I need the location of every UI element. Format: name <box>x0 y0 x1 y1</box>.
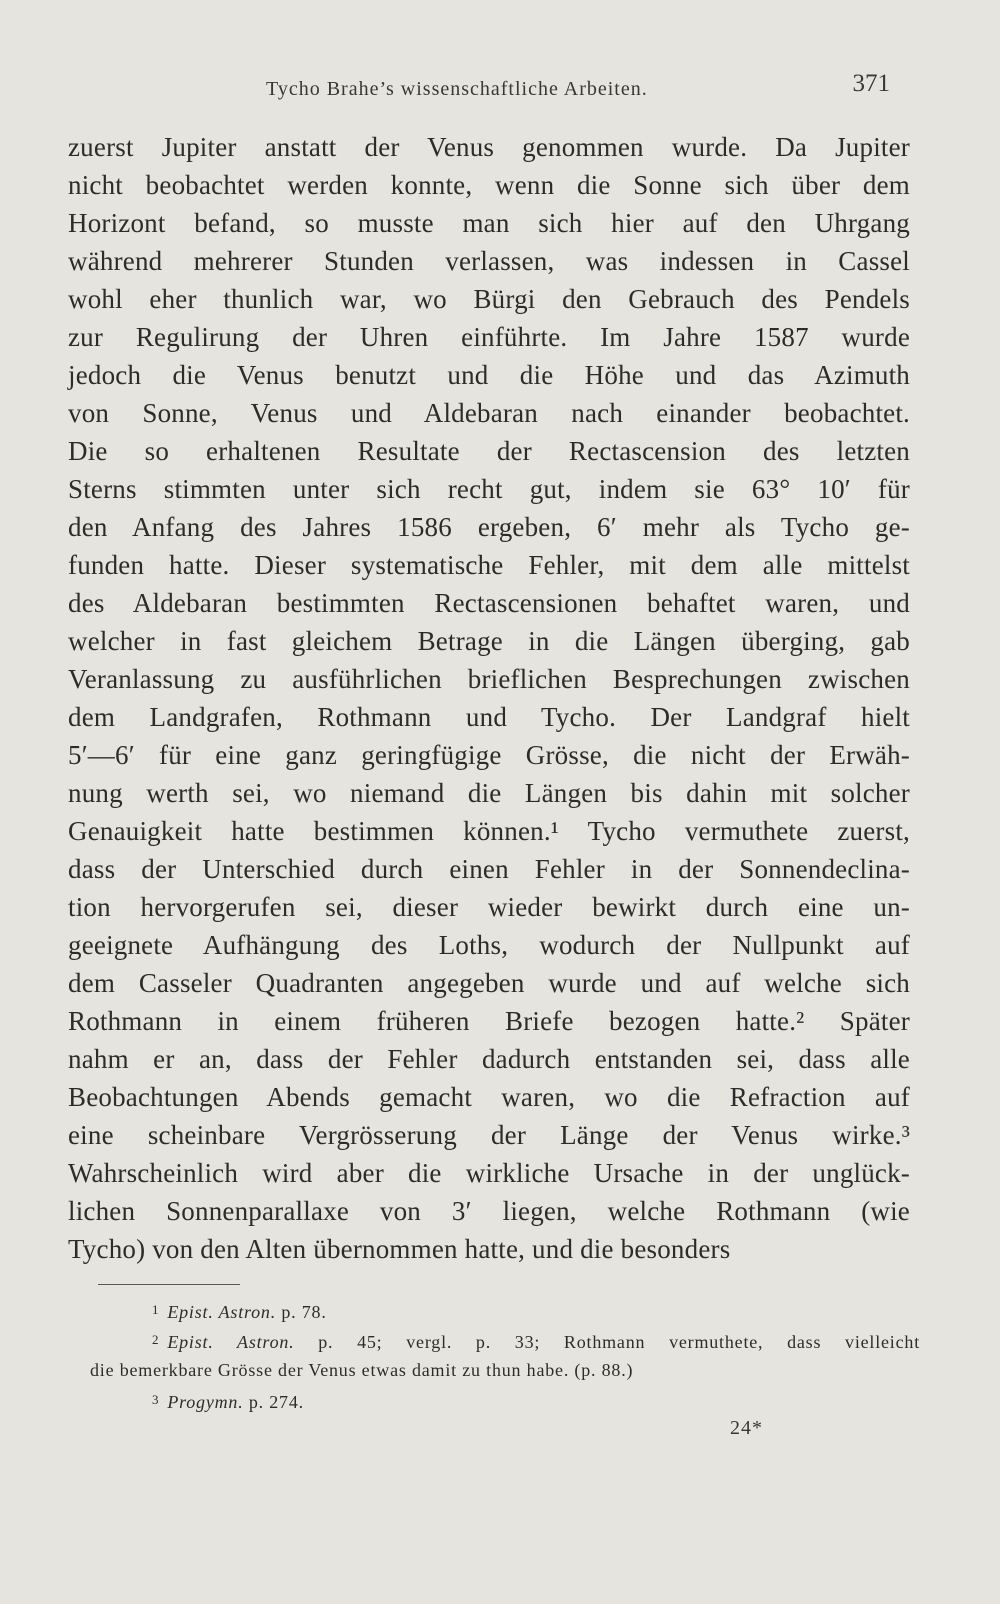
text-line: nahm er an, dass der Fehler dadurch entstanden sei, dass alle <box>68 1044 910 1074</box>
text-line: während mehrerer Stunden verlassen, was indessen in Cassel <box>68 246 910 276</box>
text-line: nicht beobachtet werden konnte, wenn die Sonne sich über dem <box>68 170 910 200</box>
text-line: Veranlassung zu ausführlichen brieflichen Besprechungen zwischen <box>68 664 910 694</box>
text-line: den Anfang des Jahres 1586 ergeben, 6′ mehr als Tycho ge- <box>68 512 910 542</box>
footnote-marker: 2 <box>152 1332 160 1347</box>
footnote-1 <box>90 1295 920 1325</box>
text-line: jedoch die Venus benutzt und die Höhe und das Azimuth <box>68 360 910 390</box>
footnote-3 <box>90 1385 920 1415</box>
text-line: eine scheinbare Vergrösserung der Länge der Venus wirke.³ <box>68 1120 910 1150</box>
footnote-rule <box>98 1284 240 1285</box>
text-line: Genauigkeit hatte bestimmen können.¹ Tycho vermuthete zuerst, <box>68 816 910 846</box>
text-line: Rothmann in einem früheren Briefe bezogen hatte.² Später <box>68 1006 910 1036</box>
text-line: nung werth sei, wo niemand die Längen bis dahin mit solcher <box>68 778 910 808</box>
footnote-2 <box>90 1325 920 1355</box>
footnote-marker: 3 <box>152 1392 160 1407</box>
footnote-marker: 1 <box>152 1302 160 1317</box>
text-line: dem Landgrafen, Rothmann und Tycho. Der Landgraf hielt <box>68 702 910 732</box>
text-line: Horizont befand, so musste man sich hier auf den Uhrgang <box>68 208 910 238</box>
text-line: zuerst Jupiter anstatt der Venus genommen wurde. Da Jupiter <box>68 132 910 162</box>
text-line: Tycho) von den Alten übernommen hatte, und die besonders <box>68 1234 731 1264</box>
text-line: dem Casseler Quadranten angegeben wurde und auf welche sich <box>68 968 910 998</box>
text-line: Wahrscheinlich wird aber die wirkliche Ursache in der unglück- <box>68 1158 910 1188</box>
text-line: geeignete Aufhängung des Loths, wodurch der Nullpunkt auf <box>68 930 910 960</box>
text-line: 5′—6′ für eine ganz geringfügige Grösse, die nicht der Erwäh- <box>68 740 910 770</box>
body-text <box>68 128 910 1268</box>
page-number: 371 <box>852 70 890 97</box>
text-line: Die so erhaltenen Resultate der Rectascension des letzten <box>68 436 910 466</box>
text-line: Beobachtungen Abends gemacht waren, wo die Refraction auf <box>68 1082 910 1112</box>
text-line: welcher in fast gleichem Betrage in die Längen überging, gab <box>68 626 910 656</box>
footnote-text: Epist. Astron. p. 45; vergl. p. 33; Rothmann vermuthete, dass vielleicht <box>167 1332 921 1352</box>
footnotes <box>90 1295 920 1415</box>
running-header <box>266 70 890 104</box>
text-line: zur Regulirung der Uhren einführte. Im Jahre 1587 wurde <box>68 322 910 352</box>
footnote-2-continuation: die bemerkbare Grösse der Venus etwas damit zu thun habe. (p. 88.) <box>90 1360 634 1380</box>
text-line: wohl eher thunlich war, wo Bürgi den Gebrauch des Pendels <box>68 284 910 314</box>
text-line: Sterns stimmten unter sich recht gut, indem sie 63° 10′ für <box>68 474 910 504</box>
footnote-text: Progymn. p. 274. <box>167 1392 304 1412</box>
text-line: lichen Sonnenparallaxe von 3′ liegen, welche Rothmann (wie <box>68 1196 910 1226</box>
header-title: Tycho Brahe’s wissenschaftliche Arbeiten. <box>266 78 648 100</box>
text-line: dass der Unterschied durch einen Fehler in der Sonnendeclina- <box>68 854 910 884</box>
text-line: von Sonne, Venus und Aldebaran nach einander beobachtet. <box>68 398 910 428</box>
text-line: des Aldebaran bestimmten Rectascensionen behaftet waren, und <box>68 588 910 618</box>
text-line: tion hervorgerufen sei, dieser wieder bewirkt durch eine un- <box>68 892 910 922</box>
signature-mark: 24* <box>730 1417 763 1439</box>
text-line: funden hatte. Dieser systematische Fehler, mit dem alle mittelst <box>68 550 910 580</box>
footnote-text: Epist. Astron. p. 78. <box>167 1302 327 1322</box>
